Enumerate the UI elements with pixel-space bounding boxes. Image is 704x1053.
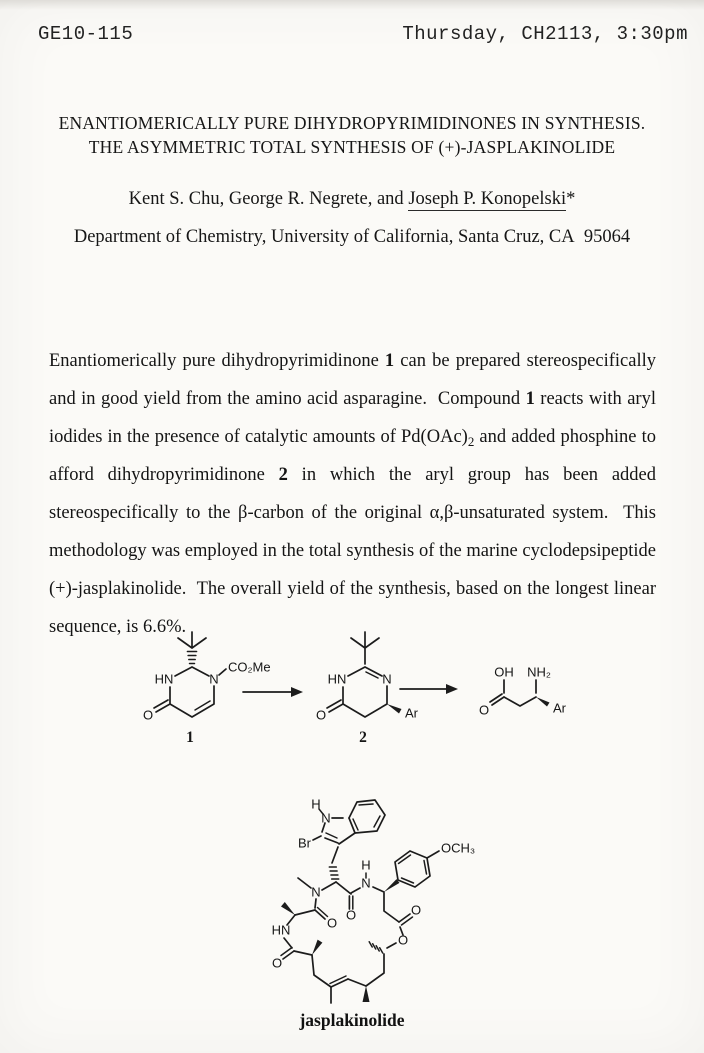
abstract-line: sequence, is 6.6%.	[49, 617, 187, 637]
session-code: GE10-115	[38, 23, 134, 45]
abstract-line: afford dihydropyrimidinone 2 in which the aryl group has been added	[49, 465, 656, 485]
title-line-1: ENANTIOMERICALLY PURE DIHYDROPYRIMIDINONES IN SYNTHESIS.	[58, 113, 646, 133]
reaction-arrow-2	[400, 682, 458, 696]
amino-acid-skeleton	[490, 680, 550, 707]
group-label-ar: Ar	[553, 700, 566, 716]
atom-label-hn: HN	[327, 671, 347, 687]
author-line	[0, 189, 704, 210]
atom-label-amide-h: H	[361, 857, 371, 873]
session-schedule: Thursday, CH2113, 3:30pm	[402, 23, 688, 45]
atom-label-o: O	[315, 707, 327, 723]
reaction-arrow-1	[243, 685, 303, 699]
corresponding-author-asterisk: *	[566, 189, 576, 209]
atom-label-o: O	[142, 707, 154, 723]
atom-label-o: O	[478, 702, 490, 718]
atom-label-amide-n: N	[361, 875, 371, 891]
compound-2-number: 2	[359, 729, 367, 746]
atom-label-br: Br	[298, 835, 311, 851]
compound-1-number: 1	[186, 729, 194, 746]
group-label-oh: OH	[494, 664, 514, 680]
atom-label-n: N	[382, 671, 392, 687]
paper-title	[30, 111, 674, 159]
atom-label-n: N	[209, 671, 219, 687]
atom-label-hn: HN	[154, 671, 174, 687]
group-label-nh2: NH₂	[527, 664, 551, 680]
atom-label-ester-o: O	[397, 932, 409, 948]
atom-label-trp-o: O	[345, 907, 357, 923]
group-label-och3: OCH₃	[441, 840, 476, 856]
jasplakinolide-structure	[246, 774, 496, 1012]
group-label-co2me: CO₂Me	[228, 659, 271, 675]
authors-prefix: Kent S. Chu, George R. Negrete, and	[128, 189, 409, 209]
abstract-line: stereospecifically to the β-carbon of the original α,β-unsaturated system. This	[49, 503, 656, 523]
header	[38, 23, 688, 45]
affiliation: Department of Chemistry, University of California, Santa Cruz, CA 95064	[73, 227, 631, 247]
atom-label-indole-n: N	[321, 810, 331, 826]
abstract-paragraph	[49, 342, 656, 646]
atom-label-ester-carbonyl-o: O	[410, 902, 422, 918]
abstract-line: iodides in the presence of catalytic amounts of $Pd(OAc)_2$ and added phosphine to	[49, 427, 656, 449]
title-line-2: THE ASYMMETRIC TOTAL SYNTHESIS OF (+)-JASPLAKINOLIDE	[88, 137, 616, 157]
abstract-line: (+)-jasplakinolide. The overall yield of the synthesis, based on the longest linear	[49, 579, 656, 599]
abstract-line: and in good yield from the amino acid asparagine. Compound 1 reacts with aryl	[49, 389, 656, 409]
abstract-line: Enantiomerically pure dihydropyrimidinone 1 can be prepared stereospecifically	[49, 351, 657, 371]
atom-label-ala-o: O	[326, 915, 338, 931]
atom-label-hn: HN	[271, 922, 291, 938]
scan-edge-shadow	[0, 0, 704, 10]
atom-label-indole-h: H	[311, 796, 321, 812]
group-label-ar: Ar	[405, 705, 418, 721]
amino-acid-structure	[470, 655, 600, 735]
corresponding-author: Joseph P. Konopelski	[408, 189, 567, 209]
abstract-line: methodology was employed in the total synthesis of the marine cyclodepsipeptide	[49, 541, 656, 561]
structure-caption: jasplakinolide	[299, 1010, 405, 1030]
atom-label-n-methyl: N	[311, 884, 321, 900]
atom-label-left-o: O	[271, 955, 283, 971]
